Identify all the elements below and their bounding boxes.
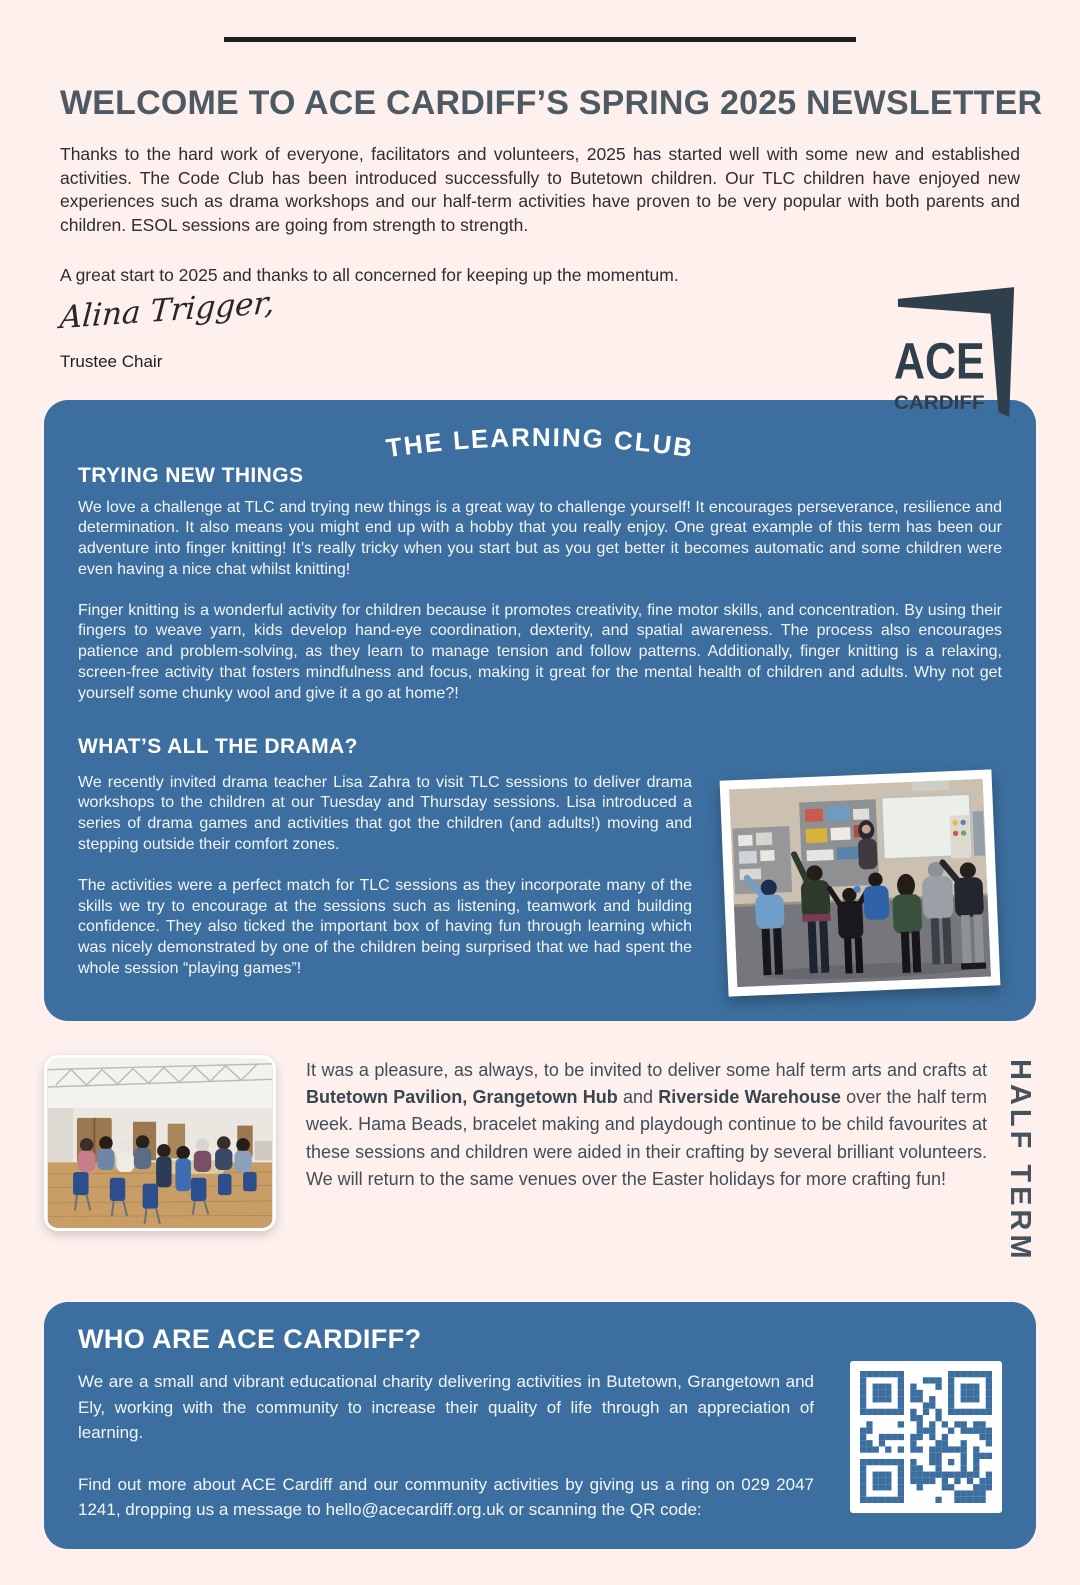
qr-code-graphic (860, 1371, 992, 1503)
drama-heading: WHAT’S ALL THE DRAMA? (78, 734, 358, 758)
half-term-paragraph (306, 1057, 987, 1194)
half-term-venues-1: Butetown Pavilion, Grangetown Hub (306, 1086, 618, 1107)
top-rule (224, 37, 856, 42)
who-heading: WHO ARE ACE CARDIFF? (78, 1324, 422, 1355)
signature-role: Trustee Chair (60, 351, 163, 371)
who-paragraph-2: Find out more about ACE Cardiff and our community activities by giving us a ring on 029 2047 1241, dropping us a message to hello@acecardiff.org.uk or scanning the QR code: (78, 1474, 814, 1520)
half-term-photo-scene (47, 1058, 273, 1228)
thanks-paragraph: A great start to 2025 and thanks to all concerned for keeping up the momentum. (60, 264, 679, 285)
learning-club-title: THE LEARNING CLUB (384, 423, 696, 463)
drama-workshop-photo (720, 769, 1001, 996)
half-term-section (44, 1055, 1036, 1263)
svg-text:THE LEARNING CLUB (384, 424, 695, 463)
signature: Alina Trigger, (58, 284, 276, 336)
trying-new-things-heading: TRYING NEW THINGS (78, 463, 304, 487)
half-term-crafts-photo (44, 1055, 276, 1231)
half-term-text-1: It was a pleasure, as always, to be invited to deliver some half term arts and crafts at (306, 1059, 987, 1080)
page-title: WELCOME TO ACE CARDIFF’S SPRING 2025 NEWSLETTER (60, 84, 1043, 122)
half-term-text-2: and (617, 1086, 659, 1107)
who-paragraph-1: We are a small and vibrant educational charity delivering activities in Butetown, Grangetown and Ely, working with the community to increase their quality of life through an appreciation of learning. (78, 1372, 814, 1443)
logo-text-ace: ACE (894, 332, 985, 390)
drama-text-column (78, 763, 692, 995)
half-term-venues-2: Riverside Warehouse (658, 1086, 841, 1107)
drama-photo-scene (729, 778, 991, 986)
trying-paragraph-1: We love a challenge at TLC and trying new things is a great way to challenge yourself! It encourages perseverance, resilience and determination. It also means you might end up with a hobby that you really enjoy. One great example of this term has been our adventure into finger knitting! It’s really tricky when you start but as you get better it becomes automatic and some children were even having a nice chat whilst knitting! (78, 498, 1002, 578)
ace-cardiff-logo (894, 287, 1022, 425)
trying-paragraph-2: Finger knitting is a wonderful activity for children because it promotes creativity, fine motor skills, and concentration. By using their fingers to weave yarn, kids develop hand-eye coordination, dexterity, and spatial awareness. The process also encourages patience and problem-solving, as they learn to manage tension and follow patterns. Additionally, finger knitting is a relaxing, screen-free activity that fosters mindfulness and focus, making it great for the mental health of children and adults. Why not get yourself some chunky wool and give it a go at home?! (78, 601, 1002, 702)
intro-paragraph: Thanks to the hard work of everyone, facilitators and volunteers, 2025 has started well with some new and established activities. The Code Club has been introduced successfully to Butetown children. Our TLC children have enjoyed new experiences such as drama workshops and our half-term activities have proven to be very popular with both parents and children. ESOL sessions are going from strength to strength. (60, 144, 1020, 235)
ace-cardiff-logo-graphic (894, 287, 1022, 425)
logo-text-cardiff: CARDIFF (894, 392, 985, 415)
half-term-text-3: over the half term week. Hama Beads, bracelet making and playdough continue to be child favourites at these sessions and children were aided in their crafting by several brilliant volunteers. We will return to the same venues over the Easter holidays for more crafting fun! (306, 1086, 987, 1189)
half-term-label: HALF TERM (1004, 1058, 1036, 1263)
drama-paragraph-2: The activities were a perfect match for TLC sessions as they incorporate many of the skills we try to encourage at the sessions such as listening, teamwork and building confidence. They also ticked the important box of having fun through learning which was nicely demonstrated by one of the children being surprised that we had spent the whole session “playing games”! (78, 876, 692, 978)
who-are-ace-cardiff-section (44, 1302, 1036, 1549)
drama-row (78, 763, 1002, 995)
newsletter-page (0, 37, 1080, 1585)
qr-code (850, 1361, 1002, 1513)
learning-club-section (44, 400, 1036, 1021)
drama-paragraph-1: We recently invited drama teacher Lisa Zahra to visit TLC sessions to deliver drama workshops to the children at our Tuesday and Thursday sessions. Lisa introduced a series of drama games and activities that got the children (and adults!) moving and stepping outside their comfort zones. (78, 773, 692, 854)
who-text-column (78, 1324, 850, 1523)
